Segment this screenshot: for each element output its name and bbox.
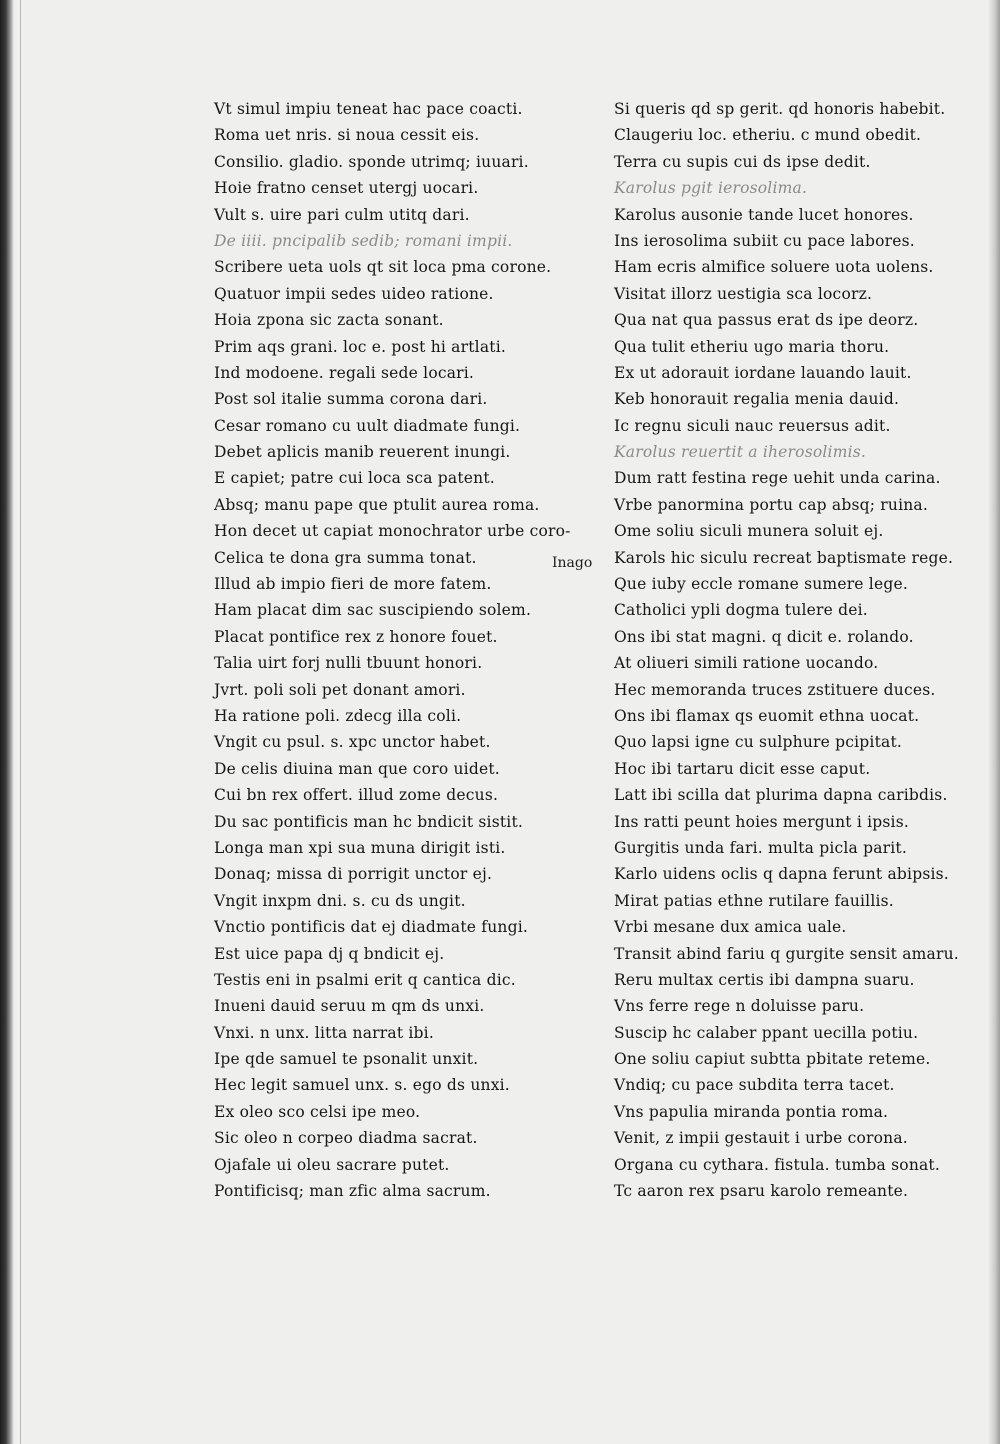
manuscript-line: Karolus pgit ierosolima. [614,179,808,198]
manuscript-line: Vns ferre rege n doluisse paru. [614,997,865,1016]
manuscript-line: Karols hic siculu recreat baptismate rege. [614,548,954,567]
manuscript-line: Terra cu supis cui ds ipse dedit. [614,152,871,171]
manuscript-line: Reru multax certis ibi dampna suaru. [614,970,915,989]
manuscript-line: Venit, z impii gestauit i urbe corona. [614,1129,908,1148]
manuscript-line: Karlo uidens oclis q dapna ferunt abipsis. [614,865,949,884]
manuscript-line: Longa man xpi sua muna dirigit isti. [214,838,506,857]
manuscript-line: Jvrt. poli soli pet donant amori. [214,680,466,699]
manuscript-line: Du sac pontificis man hc bndicit sistit. [214,812,524,831]
manuscript-line: Pontificisq; man zfic alma sacrum. [214,1182,491,1201]
manuscript-line: Ins ratti peunt hoies mergunt i ipsis. [614,812,910,831]
manuscript-line: Hoie fratno censet utergj uocari. [214,179,479,198]
manuscript-line: E capiet; patre cui loca sca patent. [214,469,495,488]
manuscript-line: Qua tulit etheriu ugo maria thoru. [614,337,890,356]
manuscript-line: Inueni dauid seruu m qm ds unxi. [214,997,485,1016]
manuscript-line: Illud ab impio fieri de more fatem. [214,575,492,594]
manuscript-line: Hon decet ut capiat monochrator urbe coro- [214,522,571,541]
manuscript-line: Transit abind fariu q gurgite sensit amaru. [614,944,959,963]
manuscript-line: Ex oleo sco celsi ipe meo. [214,1102,421,1121]
manuscript-line: Vns papulia miranda pontia roma. [614,1102,889,1121]
manuscript-line: Roma uet nris. si noua cessit eis. [214,126,480,145]
binding-gutter [0,0,14,1444]
ruling-line [20,0,21,1444]
left-text-column [214,96,599,1204]
manuscript-line: Keb honorauit regalia menia dauid. [614,390,900,409]
manuscript-line: Placat pontifice rex z honore fouet. [214,627,498,646]
manuscript-line: Karolus reuertit a iherosolimis. [614,443,867,462]
marginal-note: Inago [552,555,593,571]
manuscript-line: Quatuor impii sedes uideo ratione. [214,284,494,303]
manuscript-line: Prim aqs grani. loc e. post hi artlati. [214,337,506,356]
manuscript-line: Visitat illorz uestigia sca locorz. [614,284,873,303]
manuscript-line: Qua nat qua passus erat ds ipe deorz. [614,311,919,330]
manuscript-line: Vngit cu psul. s. xpc unctor habet. [214,733,491,752]
manuscript-line: Tc aaron rex psaru karolo remeante. [614,1182,909,1201]
manuscript-line: Absq; manu pape que ptulit aurea roma. [214,495,540,514]
manuscript-line: Mirat patias ethne rutilare fauillis. [614,891,894,910]
manuscript-line: Vndiq; cu pace subdita terra tacet. [614,1076,895,1095]
manuscript-line: One soliu capiut subtta pbitate reteme. [614,1050,931,1069]
manuscript-line: Ic regnu siculi nauc reuersus adit. [614,416,891,435]
manuscript-line: Hec memoranda truces zstituere duces. [614,680,936,699]
manuscript-line: Hoc ibi tartaru dicit esse caput. [614,759,871,778]
manuscript-line: Vt simul impiu teneat hac pace coacti. [214,100,523,118]
manuscript-line: Suscip hc calaber ppant uecilla potiu. [614,1023,919,1042]
manuscript-line: Ex ut adorauit iordane lauando lauit. [614,363,912,382]
manuscript-line: Hec legit samuel unx. s. ego ds unxi. [214,1076,510,1095]
manuscript-line: Cui bn rex offert. illud zome decus. [214,786,499,805]
manuscript-line: Ojafale ui oleu sacrare putet. [214,1155,450,1174]
manuscript-line: Sic oleo n corpeo diadma sacrat. [214,1129,478,1148]
manuscript-line: Karolus ausonie tande lucet honores. [614,205,914,224]
manuscript-line: Vult s. uire pari culm utitq dari. [214,205,470,224]
manuscript-line: Ons ibi flamax qs euomit ethna uocat. [614,706,920,725]
manuscript-line: Latt ibi scilla dat plurima dapna caribdis. [614,786,948,805]
manuscript-line: Vngit inxpm dni. s. cu ds ungit. [214,891,466,910]
manuscript-line: Vnctio pontificis dat ej diadmate fungi. [214,918,528,937]
manuscript-line: Donaq; missa di porrigit unctor ej. [214,865,493,884]
manuscript-line: Hoia zpona sic zacta sonant. [214,311,444,330]
manuscript-line: Ome soliu siculi munera soluit ej. [614,522,884,541]
manuscript-line: Ins ierosolima subiit cu pace labores. [614,231,915,250]
manuscript-line: Talia uirt forj nulli tbuunt honori. [214,654,483,673]
manuscript-line: Debet aplicis manib reuerent inungi. [214,443,511,462]
manuscript-line: Testis eni in psalmi erit q cantica dic. [214,970,516,989]
manuscript-line: Est uice papa dj q bndicit ej. [214,944,445,963]
manuscript-line: Vrbe panormina portu cap absq; ruina. [614,495,928,514]
manuscript-line: Que iuby eccle romane sumere lege. [614,575,908,594]
manuscript-line: Claugeriu loc. etheriu. c mund obedit. [614,126,922,145]
manuscript-line: At oliueri simili ratione uocando. [614,654,879,673]
manuscript-line: Si queris qd sp gerit. qd honoris habebit. [614,100,946,118]
manuscript-line: Celica te dona gra summa tonat. [214,548,477,567]
manuscript-line: Post sol italie summa corona dari. [214,390,488,409]
manuscript-line: Vrbi mesane dux amica uale. [614,918,847,937]
manuscript-line: Ham ecris almifice soluere uota uolens. [614,258,934,277]
page-edge [988,0,1000,1444]
manuscript-line: Organa cu cythara. fistula. tumba sonat. [614,1155,940,1174]
manuscript-line: Ipe qde samuel te psonalit unxit. [214,1050,479,1069]
manuscript-line: Vnxi. n unx. litta narrat ibi. [214,1023,434,1042]
manuscript-line: Ham placat dim sac suscipiendo solem. [214,601,532,620]
right-text-column [614,96,984,1204]
manuscript-line: De celis diuina man que coro uidet. [214,759,500,778]
manuscript-line: Scribere ueta uols qt sit loca pma corone. [214,258,552,277]
manuscript-line: Ha ratione poli. zdecg illa coli. [214,706,462,725]
manuscript-line: Catholici ypli dogma tulere dei. [614,601,868,620]
manuscript-line: Cesar romano cu uult diadmate fungi. [214,416,521,435]
manuscript-line: Consilio. gladio. sponde utrimq; iuuari. [214,152,529,171]
manuscript-line: Gurgitis unda fari. multa picla parit. [614,838,907,857]
manuscript-line: De iiii. pncipalib sedib; romani impii. [214,231,513,250]
manuscript-line: Ind modoene. regali sede locari. [214,363,475,382]
manuscript-line: Ons ibi stat magni. q dicit e. rolando. [614,627,914,646]
manuscript-line: Quo lapsi igne cu sulphure pcipitat. [614,733,903,752]
manuscript-line: Dum ratt festina rege uehit unda carina. [614,469,941,488]
